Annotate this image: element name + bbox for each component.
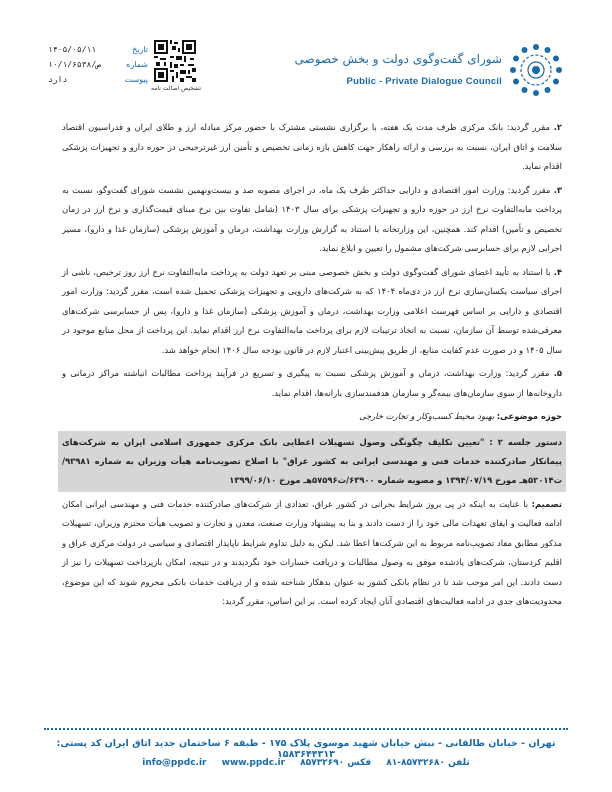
qr-code-icon[interactable] [154, 40, 196, 82]
paragraph-item [62, 181, 562, 259]
paragraph-number: ۵. [553, 368, 562, 378]
decision-paragraph [62, 495, 562, 612]
meta-date-row [48, 42, 148, 57]
date-value: ۱۴۰۵/۰۵/۱۱ [48, 45, 97, 54]
brand-name-en: Public - Private Dialogue Council [346, 76, 502, 87]
paragraph-number: ۲. [553, 122, 562, 132]
attachment-label: پیوست [124, 75, 148, 84]
decision-text: با عنایت به اینکه در پی بروز شرایط بحرانی در کشور عراق، تعدادی از شرکت‌های صادرکننده خدمات فنی و مهندسی ایرانی امکان ادامه فعالیت و ایفای تعهدات مالی خود را از دست دادند و بنا به پیشنهاد وزارت صنعت، معدن و تجارت و تصویب هیأت محترم وزیران، تسهیلات مذکور مطابق مفاد تصویب‌نامه مربوط به این شرکت‌ها اعطا شد. لیکن به دلیل تداوم شرایط ناپایدار اقتصادی و سیاسی در دولت مرکزی عراق و اقلیم کردستان، شرکت‌های یادشده موفق به وصول مطالبات و دریافت خسارات خود نگردیدند و در نتیجه، امکان بازپرداخت تسهیلات را نیز از دست دادند. این امر موجب شد تا در نظام بانکی کشور به عنوان بدهکار شناخته شده و از دریافت خدمات بانکی محروم شوند که این موضوع، محدودیت‌های جدی در ادامه فعالیت‌های اقتصادی آنان ایجاد کرده است. بر این اساس، مقرر گردید: [62, 498, 562, 606]
paragraph-item [62, 118, 562, 177]
council-logo-icon [508, 42, 564, 98]
paragraph-number: ۳. [553, 184, 562, 195]
footer-contacts [44, 758, 568, 768]
paragraph-text: با استناد به تأیید اعضای شورای گفت‌وگوی دولت و بخش خصوصی مبنی بر تعهد دولت به پرداخت مابه‌التفاوت نرخ ارز روز ترخیص، ناشی از اجرای سیاست یکسان‌سازی نرخ ارز در دی‌ماه ۱۴۰۴ که به شرکت‌های دارویی و تجهیزات پزشکی تحمیل شده است، مقرر گردید: وزارت امور اقتصادی و دارایی بر اساس فهرست اعلامی وزارت بهداشت، درمان و آموزش پزشکی (سازمان غذا و دارو)، پس از حسابرسی شرکت‌های معرفی‌شده توسط آن سازمان، نسبت به اتخاذ ترتیبات لازم برای پرداخت مابه‌التفاوت نرخ ارز اقدام نماید. این پرداخت از محل منابع موجود در سال ۱۴۰۵ و در صورت عدم کفایت منابع، از طریق پیش‌بینی اعتبار لازم در قانون بودجه سال ۱۴۰۶ انجام خواهد شد. [62, 266, 562, 355]
footer-divider [44, 728, 568, 730]
domain-label: حوزه موضوعی: [496, 411, 562, 421]
paragraph-item [62, 364, 562, 403]
domain-line [62, 407, 562, 427]
footer-fax: فکس ۸۵۷۳۲۶۹۰ [300, 758, 372, 768]
attachment-value: دارد [48, 75, 68, 84]
agenda-heading: دستور جلسه ۲ : "تعیین تکلیف چگونگی وصول تسهیلات اعطایی بانک مرکزی جمهوری اسلامی ایران به شرکت‌های پیمانکار صادرکننده خدمات فنی و مهندسی ایرانی به کشور عراق" با اصلاح تصویب‌نامه هیأت وزیران به شماره ۹۳۹۸۱/ت۵۲۰۱۴هـ مورخ ۱۳۹۴/۰۷/۱۹ و مصوبه شماره ۶۳۹۰۰/ت۵۷۵۹۶هـ مورخ ۱۳۹۹/۰۶/۱۰ [58, 431, 566, 492]
letter-meta [48, 42, 148, 87]
decision-label: تصمیم: [531, 498, 562, 509]
brand-block [294, 42, 568, 97]
meta-attachment-row [48, 72, 148, 87]
number-value: ۱۰/۱/۶۵۳۸/ص [48, 60, 101, 69]
domain-value: بهبود محیط کسب‌وکار و تجارت خارجی [359, 411, 497, 421]
paragraph-text: مقرر گردید: وزارت امور اقتصادی و دارایی حداکثر ظرف یک ماه، در اجرای مصوبه صد و بیست‌ونهمین نشست شورای گفت‌وگو، نسبت به پرداخت مابه‌التفاوت نرخ ارز در حوزه دارو و تجهیزات پزشکی برای سال ۱۴۰۳ (شامل تفاوت بین نرخ مبنای قیمت‌گذاری و نرخ ارز در زمان تخصیص و تأمین) اقدام کند. همچنین، این وزارتخانه با استناد به گزارش وزارت بهداشت، درمان و آموزش پزشکی (سازمان غذا و دارو)، مسیر اجرایی لازم برای حسابرسی شرکت‌های مشمول را تعیین و ابلاغ نماید. [62, 184, 563, 253]
footer-website-link[interactable]: www.ppdc.ir [221, 758, 286, 768]
qr-caption: تشخیص اصالت نامه [150, 85, 202, 92]
footer-phone: تلفن ۸۵۷۳۲۶۸۰-۸۱ [386, 758, 470, 768]
meta-number-row [48, 57, 148, 72]
footer-email-link[interactable]: info@ppdc.ir [142, 758, 207, 768]
paragraph-text: مقرر گردید: وزارت بهداشت، درمان و آموزش پزشکی نسبت به پیگیری و تسریع در فرآیند پرداخت مطالبات انباشته مراکز درمانی و داروخانه‌ها از سوی سازمان‌های بیمه‌گر و سازمان هدفمندسازی یارانه‌ها، اقدام نماید. [62, 368, 562, 398]
number-label: شماره [126, 60, 148, 69]
letter-body [62, 118, 562, 616]
footer-address: تهران - خیابان طالقانی - نبش خیابان شهید موسوی پلاک ۱۷۵ - طبقه ۶ ساختمان جدید اتاق ایران کد پستی: ۱۵۸۳۶۴۴۳۱۳ [56, 738, 556, 760]
paragraph-number: ۴. [553, 266, 562, 277]
date-label: تاریخ [132, 45, 148, 54]
paragraph-item [62, 263, 562, 361]
paragraph-text: مقرر گردید: بانک مرکزی ظرف مدت یک هفته، با برگزاری نشستی مشترک با حضور مرکز مبادله ارز و طلای ایران و فدراسیون اقتصاد سلامت و اتاق ایران، نسبت به بررسی و ارائه راهکار جهت کاهش بازه زمانی تخصیص و تأمین ارز غیرترجیحی در حوزه دارو و تجهیزات پزشکی اقدام نماید. [62, 122, 562, 171]
brand-name-fa: شورای گفت‌وگوی دولت و بخش خصوصی [294, 52, 502, 66]
